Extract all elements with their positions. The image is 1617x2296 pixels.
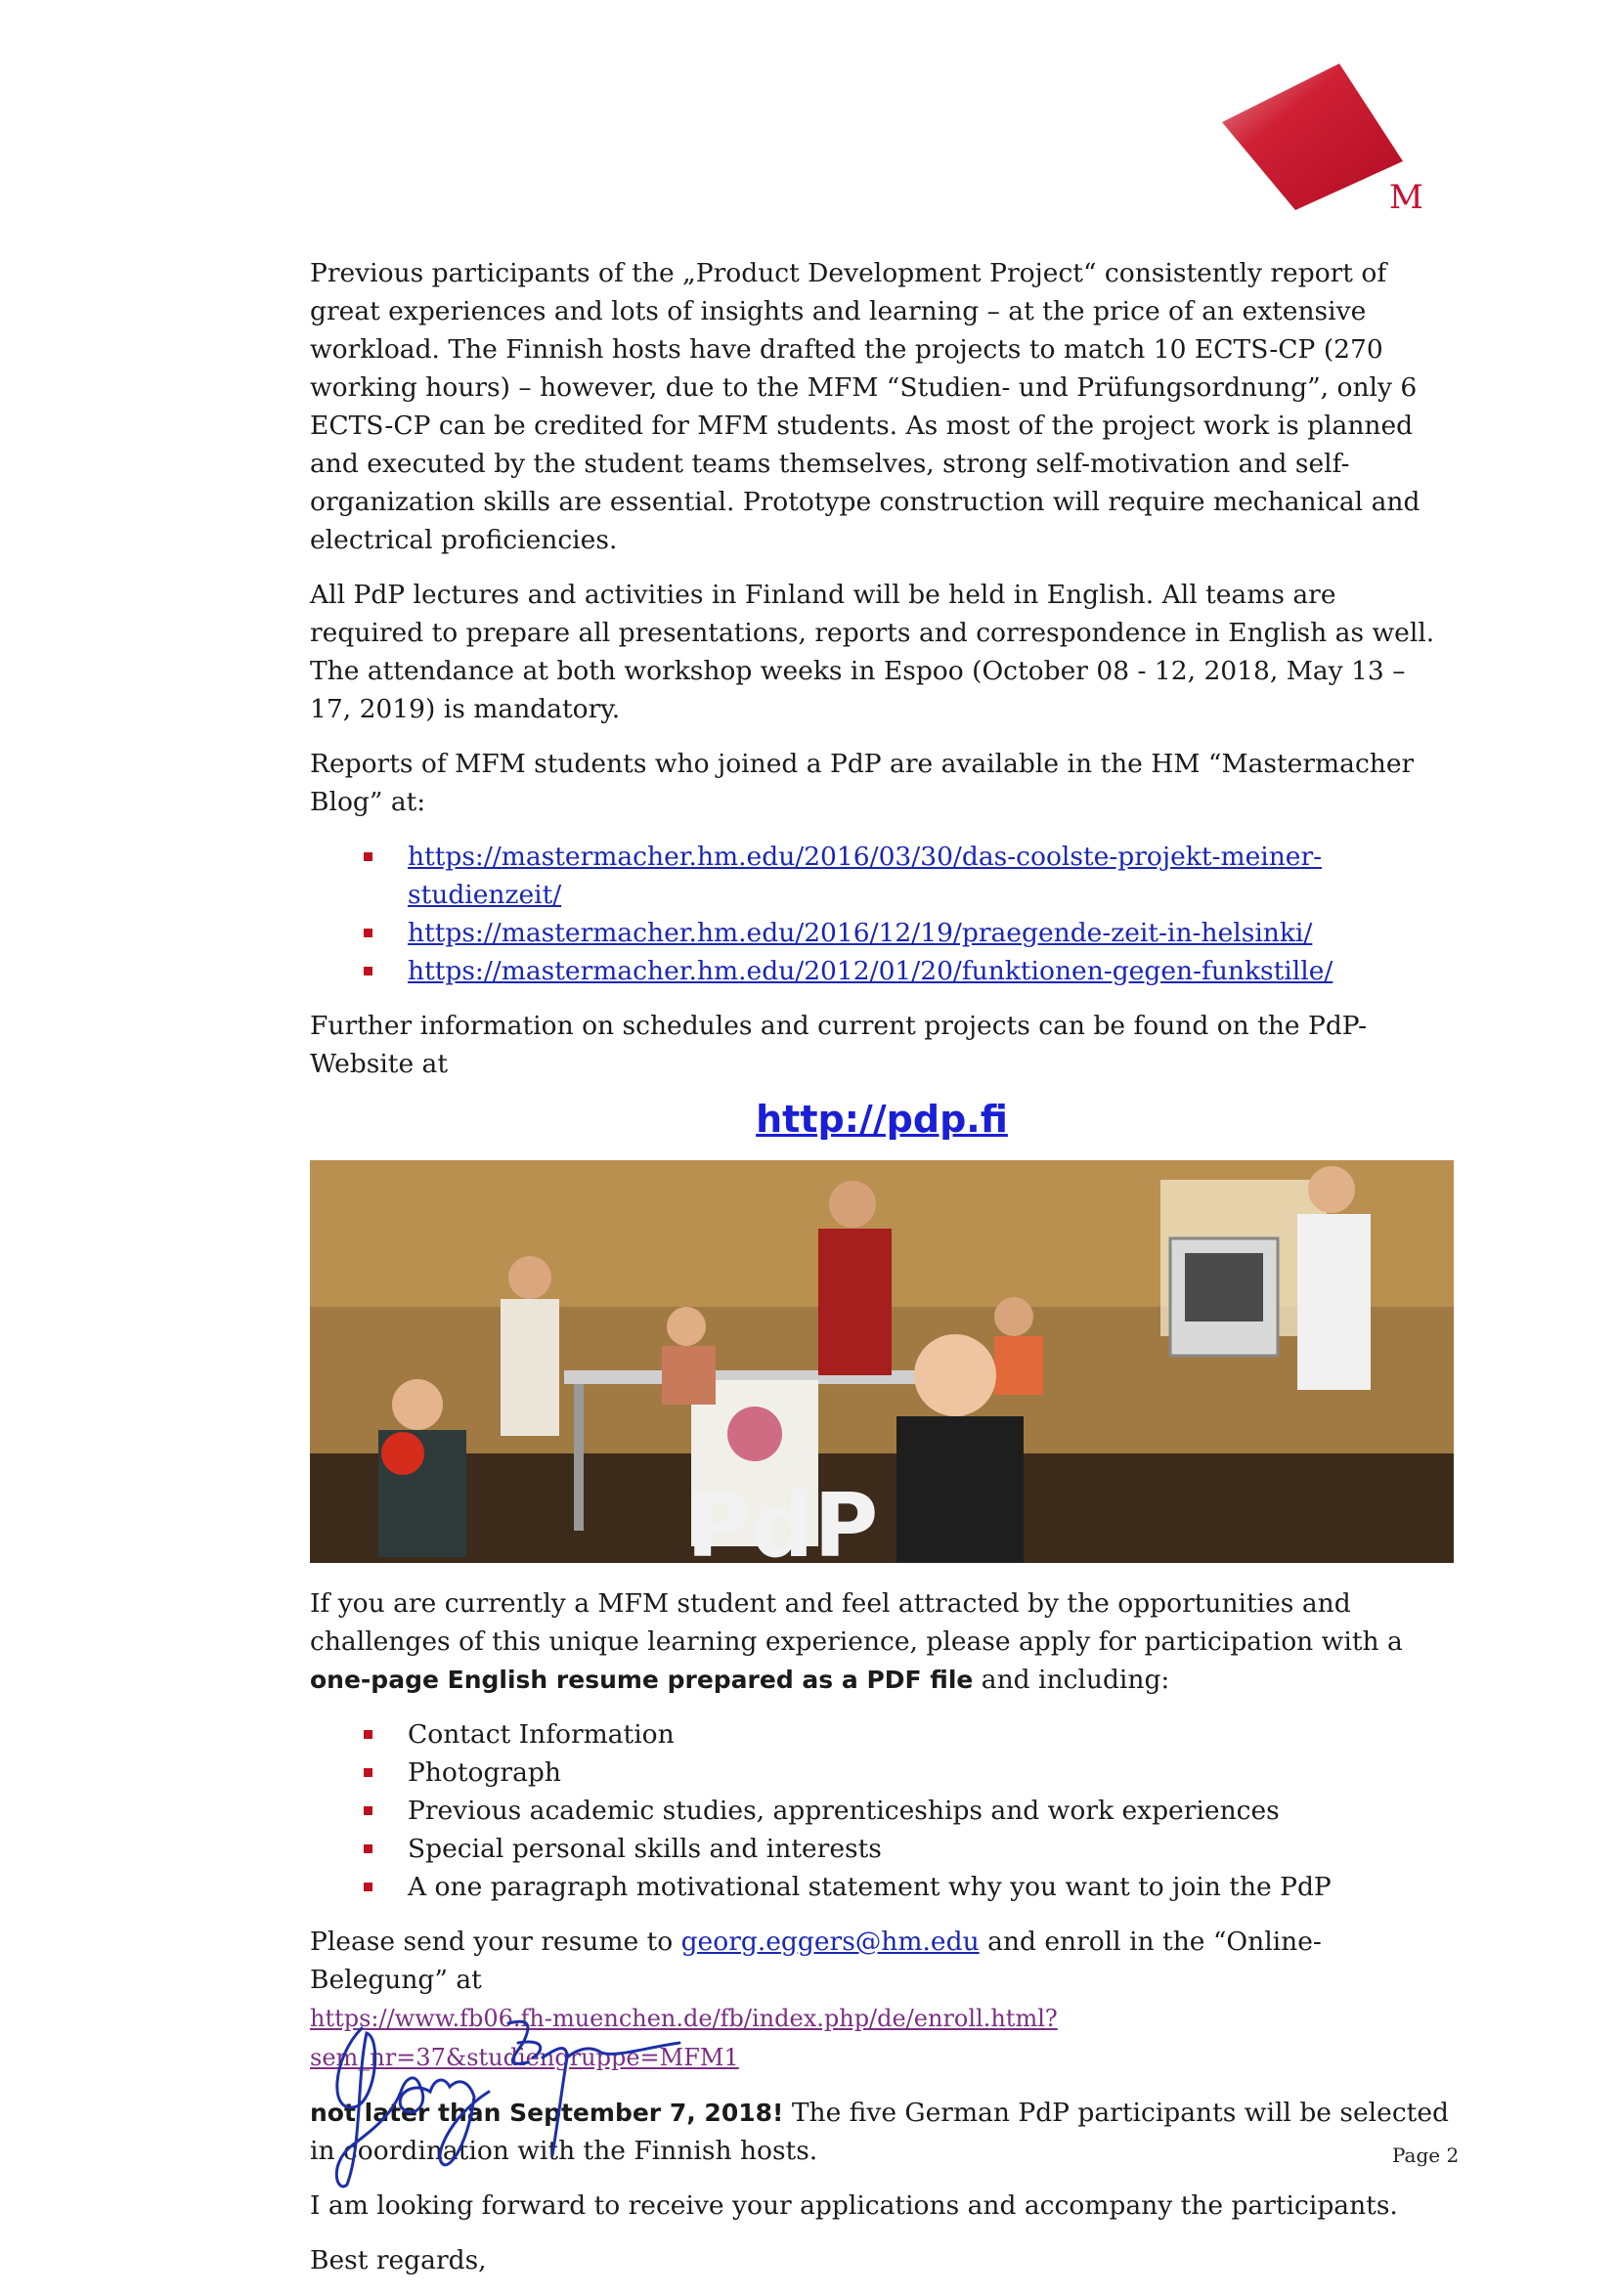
- list-item: Previous academic studies, apprenticeships and work experiences: [310, 1792, 1454, 1830]
- blog-link-3[interactable]: https://mastermacher.hm.edu/2012/01/20/funktionen-gegen-funkstille/: [408, 956, 1333, 986]
- resume-requirement: one-page English resume prepared as a PDF file: [310, 1666, 974, 1694]
- team-photo: [310, 1160, 1454, 1563]
- deadline-date: not later than September 7, 2018!: [310, 2099, 784, 2127]
- bullet-icon: [364, 967, 372, 975]
- pdp-link-container: [310, 1098, 1454, 1143]
- apply-paragraph: If you are currently a MFM student and feel attracted by the opportunities and challenges of this unique learning experience, please apply for participation with a one-page English resume prepared as a PDF file and including:: [310, 1588, 1403, 1695]
- blog-link-list: [310, 838, 1454, 990]
- bullet-icon: [364, 1730, 372, 1739]
- bullet-icon: [364, 929, 372, 937]
- enroll-link[interactable]: https://www.fb06.fh-muenchen.de/fb/index.php/de/enroll.html?sem_nr=37&studiengruppe=MFM1: [310, 2005, 1058, 2071]
- email-link[interactable]: georg.eggers@hm.edu: [680, 1927, 980, 1957]
- closing-paragraph: I am looking forward to receive your applications and accompany the participants.: [310, 2190, 1398, 2221]
- send-paragraph: Please send your resume to georg.eggers@hm.edu and enroll in the “Online-Belegung” at https://www.fb06.fh-muenchen.de/fb/index.php/de/enroll.html?sem_nr=37&studiengruppe=MFM1: [310, 1927, 1322, 2071]
- list-item: Special personal skills and interests: [310, 1830, 1454, 1868]
- handwritten-signature: [323, 1999, 684, 2194]
- bullet-icon: [364, 1844, 372, 1853]
- list-item: Photograph: [310, 1754, 1454, 1792]
- further-info-paragraph: Further information on schedules and current projects can be found on the PdP-Website at: [310, 1011, 1368, 1079]
- list-item: [310, 952, 1454, 990]
- regards-text: Best regards,: [310, 2245, 487, 2275]
- logo-letter: M: [1389, 178, 1423, 217]
- page-number: Page 2: [1392, 2144, 1460, 2167]
- intro-paragraph-3: Reports of MFM students who joined a PdP are available in the HM “Mastermacher Blog” at:: [310, 749, 1415, 817]
- intro-paragraph-1: Previous participants of the „Product Development Project“ consistently report of great experiences and lots of insights and learning – at the price of an extensive workload. The Finnish hosts have drafted the projects to match 10 ECTS-CP (270 working hours) – however, due to the MFM “Studien- und Prüfungsordnung”, only 6 ECTS-CP can be credited for MFM students. As most of the project work is planned and executed by the student teams themselves, strong self-motivation and self-organization skills are essential. Prototype construction will require mechanical and electrical proficiencies.: [310, 258, 1420, 555]
- list-item: [310, 914, 1454, 952]
- blog-link-2[interactable]: https://mastermacher.hm.edu/2016/12/19/praegende-zeit-in-helsinki/: [408, 918, 1313, 948]
- bullet-icon: [364, 1806, 372, 1815]
- bullet-icon: [364, 852, 372, 861]
- letter-body: [310, 254, 1454, 2296]
- pdp-website-link[interactable]: http://pdp.fi: [756, 1098, 1008, 1141]
- intro-paragraph-2: All PdP lectures and activities in Finland will be held in English. All teams are required to prepare all presentations, reports and correspondence in English as well. The attendance at both workshop weeks in Espoo (October 08 - 12, 2018, May 13 – 17, 2019) is mandatory.: [310, 580, 1435, 724]
- bullet-icon: [364, 1883, 372, 1891]
- hm-logo: [1198, 54, 1442, 220]
- pdp-sign: PdP: [686, 1475, 879, 1563]
- list-item: Contact Information: [310, 1715, 1454, 1754]
- bullet-icon: [364, 1768, 372, 1777]
- list-item: A one paragraph motivational statement why you want to join the PdP: [310, 1868, 1454, 1906]
- deadline-paragraph: not later than September 7, 2018! The five German PdP participants will be selected in coordination with the Finnish hosts.: [310, 2098, 1449, 2166]
- list-item: [310, 838, 1454, 914]
- team-photo-illustration: [310, 1160, 1454, 1563]
- blog-link-1[interactable]: https://mastermacher.hm.edu/2016/03/30/das-coolste-projekt-meiner-studienzeit/: [408, 842, 1323, 910]
- requirements-list: [310, 1715, 1454, 1906]
